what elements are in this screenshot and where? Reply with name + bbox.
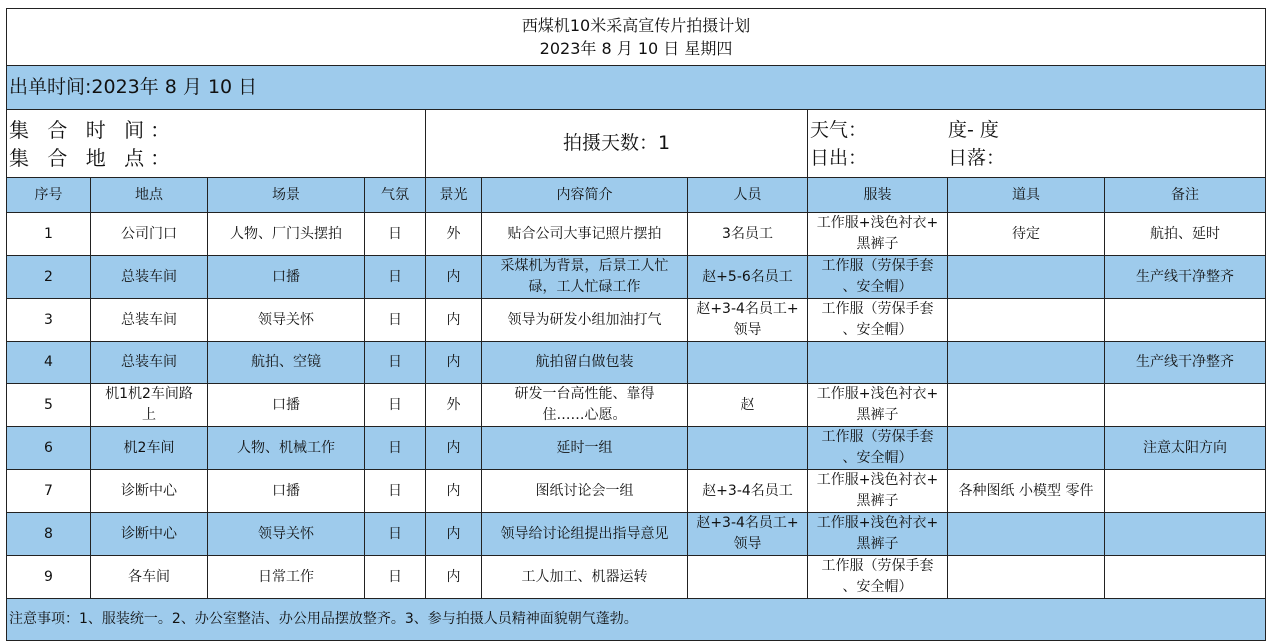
col-props-header: 道具 xyxy=(948,178,1105,213)
col-light-cell: 内 xyxy=(426,556,482,599)
plan-date: 2023年 8 月 10 日 星期四 xyxy=(539,39,733,58)
col-notes-cell xyxy=(1105,470,1266,513)
col-content-cell xyxy=(482,256,688,299)
col-scene-cell: 口播 xyxy=(208,256,365,299)
col-light-cell: 内 xyxy=(426,256,482,299)
col-costume-cell xyxy=(808,384,948,427)
col-props-cell xyxy=(948,384,1105,427)
col-place-cell xyxy=(91,342,208,384)
col-scene-header: 场景 xyxy=(208,178,365,213)
cell-line: 、安全帽） xyxy=(842,322,913,338)
col-props-cell xyxy=(948,342,1105,384)
cell-line: 住……心愿。 xyxy=(542,407,627,423)
notes-footer: 注意事项：1、服装统一。2、办公室整洁、办公用品摆放整齐。3、参与拍摄人员精神面貌朝气蓬勃。 xyxy=(7,599,1266,641)
col-mood-cell: 日 xyxy=(365,342,426,384)
col-content-cell xyxy=(482,556,688,599)
cell-line: 赵+3-4名员工+ xyxy=(696,515,799,531)
col-place-cell xyxy=(91,427,208,470)
col-costume-cell xyxy=(808,342,948,384)
col-place-cell xyxy=(91,256,208,299)
col-mood-header: 气氛 xyxy=(365,178,426,213)
cell-line: 赵+3-4名员工 xyxy=(702,482,793,499)
assembly-cell xyxy=(7,110,426,178)
col-no-cell: 8 xyxy=(7,513,91,556)
col-props-cell xyxy=(948,256,1105,299)
col-scene-cell: 口播 xyxy=(208,384,365,427)
col-staff-header: 人员 xyxy=(688,178,808,213)
cell-line: 工作服（劳保手套 xyxy=(821,258,934,274)
col-content-cell xyxy=(482,384,688,427)
col-scene-cell: 领导关怀 xyxy=(208,299,365,342)
col-notes-cell xyxy=(1105,299,1266,342)
cell-line: 诊断中心 xyxy=(121,482,177,499)
cell-line: 机1机2车间路 xyxy=(105,386,193,402)
col-notes-cell: 生产线干净整齐 xyxy=(1105,342,1266,384)
col-mood-cell: 日 xyxy=(365,299,426,342)
col-no-cell: 1 xyxy=(7,213,91,256)
col-notes-cell xyxy=(1105,556,1266,599)
cell-line: 、安全帽） xyxy=(842,450,913,466)
col-content-cell xyxy=(482,427,688,470)
cell-line: 延时一组 xyxy=(556,439,613,456)
assembly-time-label: 集 合 时 间： xyxy=(9,117,177,142)
col-costume-cell xyxy=(808,427,948,470)
col-content-cell xyxy=(482,342,688,384)
cell-line: 诊断中心 xyxy=(121,525,177,542)
cell-line: 赵+3-4名员工+ xyxy=(696,301,799,317)
col-light-cell: 内 xyxy=(426,427,482,470)
cell-line: 黑裤子 xyxy=(856,407,899,423)
col-mood-cell: 日 xyxy=(365,470,426,513)
cell-line: 总装车间 xyxy=(121,354,177,370)
cell-line: 工作服+浅色衬衣+ xyxy=(816,472,939,488)
cell-line: 航拍留白做包装 xyxy=(535,354,634,370)
col-place-cell xyxy=(91,299,208,342)
col-notes-cell xyxy=(1105,513,1266,556)
cell-line: 碌，工人忙碌工作 xyxy=(528,279,641,295)
col-notes-cell: 注意太阳方向 xyxy=(1105,427,1266,470)
col-place-header: 地点 xyxy=(91,178,208,213)
col-no-cell: 4 xyxy=(7,342,91,384)
col-no-cell: 5 xyxy=(7,384,91,427)
table-row xyxy=(7,299,1266,342)
plan-title: 西煤机10米采高宣传片拍摄计划 xyxy=(521,16,751,35)
column-header-row xyxy=(7,178,1266,213)
col-costume-cell xyxy=(808,470,948,513)
cell-line: 图纸讨论会一组 xyxy=(535,482,634,499)
col-costume-cell xyxy=(808,299,948,342)
col-content-cell xyxy=(482,513,688,556)
col-props-cell: 待定 xyxy=(948,213,1105,256)
cell-line: 机2车间 xyxy=(123,439,175,456)
col-staff-cell xyxy=(688,513,808,556)
col-props-cell xyxy=(948,299,1105,342)
col-costume-cell xyxy=(808,513,948,556)
cell-line: 各车间 xyxy=(128,568,170,585)
cell-line: 领导为研发小组加油打气 xyxy=(507,311,662,328)
col-staff-cell xyxy=(688,342,808,384)
col-notes-header: 备注 xyxy=(1105,178,1266,213)
table-row xyxy=(7,513,1266,556)
cell-line: 工人加工、机器运转 xyxy=(521,568,648,585)
schedule-sheet xyxy=(6,8,1265,641)
col-staff-cell xyxy=(688,384,808,427)
col-staff-cell xyxy=(688,256,808,299)
col-light-cell: 外 xyxy=(426,384,482,427)
col-content-header: 内容简介 xyxy=(482,178,688,213)
col-staff-cell xyxy=(688,299,808,342)
cell-line: 、安全帽） xyxy=(842,279,913,295)
cell-line: 总装车间 xyxy=(121,268,177,285)
col-notes-cell xyxy=(1105,384,1266,427)
cell-line: 黑裤子 xyxy=(856,536,899,552)
col-light-cell: 内 xyxy=(426,470,482,513)
assembly-place-label: 集 合 地 点： xyxy=(9,145,177,170)
col-place-cell xyxy=(91,470,208,513)
col-costume-cell xyxy=(808,256,948,299)
col-light-header: 景光 xyxy=(426,178,482,213)
col-scene-cell: 航拍、空镜 xyxy=(208,342,365,384)
temperature-label: 度- 度 xyxy=(948,118,999,141)
col-staff-cell xyxy=(688,556,808,599)
cell-line: 赵+5-6名员工 xyxy=(702,268,793,285)
table-row xyxy=(7,384,1266,427)
cell-line: 采煤机为背景，后景工人忙 xyxy=(500,258,669,274)
col-no-cell: 7 xyxy=(7,470,91,513)
col-props-cell xyxy=(948,556,1105,599)
col-no-cell: 3 xyxy=(7,299,91,342)
weather-cell xyxy=(808,110,1266,178)
col-place-cell xyxy=(91,556,208,599)
col-scene-cell: 人物、机械工作 xyxy=(208,427,365,470)
cell-line: 研发一台高性能、靠得 xyxy=(514,386,655,402)
col-mood-cell: 日 xyxy=(365,427,426,470)
col-notes-cell: 航拍、延时 xyxy=(1105,213,1266,256)
col-scene-cell: 日常工作 xyxy=(208,556,365,599)
cell-line: 领导 xyxy=(733,322,762,338)
col-props-cell xyxy=(948,427,1105,470)
cell-line: 工作服（劳保手套 xyxy=(821,429,934,445)
table-row xyxy=(7,342,1266,384)
table-row xyxy=(7,556,1266,599)
col-staff-cell xyxy=(688,470,808,513)
col-mood-cell: 日 xyxy=(365,256,426,299)
cell-line: 总装车间 xyxy=(121,311,177,328)
col-place-cell xyxy=(91,384,208,427)
shoot-days: 拍摄天数：1 xyxy=(426,110,808,178)
col-content-cell xyxy=(482,299,688,342)
col-no-cell: 2 xyxy=(7,256,91,299)
col-props-cell xyxy=(948,513,1105,556)
col-no-cell: 6 xyxy=(7,427,91,470)
col-staff-cell xyxy=(688,427,808,470)
col-scene-cell: 口播 xyxy=(208,470,365,513)
sunrise-label: 日出： xyxy=(810,146,868,169)
cell-line: 上 xyxy=(142,407,156,423)
order-time: 出单时间:2023年 8 月 10 日 xyxy=(7,66,1266,110)
col-content-cell xyxy=(482,470,688,513)
col-costume-header: 服装 xyxy=(808,178,948,213)
col-mood-cell: 日 xyxy=(365,556,426,599)
col-mood-cell: 日 xyxy=(365,513,426,556)
col-notes-cell: 生产线干净整齐 xyxy=(1105,256,1266,299)
cell-line: 领导给讨论组提出指导意见 xyxy=(500,525,669,542)
col-light-cell: 内 xyxy=(426,342,482,384)
cell-line: 赵 xyxy=(740,396,755,413)
cell-line: 工作服（劳保手套 xyxy=(821,558,934,574)
table-row xyxy=(7,256,1266,299)
cell-line: 工作服（劳保手套 xyxy=(821,301,934,317)
cell-line: 黑裤子 xyxy=(856,236,899,252)
cell-line: 工作服+浅色衬衣+ xyxy=(816,515,939,531)
cell-line: 工作服+浅色衬衣+ xyxy=(816,215,939,231)
cell-line: 3名员工 xyxy=(722,225,773,242)
col-costume-cell xyxy=(808,556,948,599)
col-scene-cell: 领导关怀 xyxy=(208,513,365,556)
cell-line: 黑裤子 xyxy=(856,493,899,509)
col-scene-cell: 人物、厂门头摆拍 xyxy=(208,213,365,256)
weather-label: 天气： xyxy=(810,118,868,141)
col-no-header: 序号 xyxy=(7,178,91,213)
col-no-cell: 9 xyxy=(7,556,91,599)
col-light-cell: 内 xyxy=(426,299,482,342)
col-mood-cell: 日 xyxy=(365,213,426,256)
cell-line: 、安全帽） xyxy=(842,579,913,595)
col-content-cell xyxy=(482,213,688,256)
shoot-plan-table xyxy=(6,8,1266,641)
table-row xyxy=(7,470,1266,513)
col-staff-cell xyxy=(688,213,808,256)
col-place-cell xyxy=(91,513,208,556)
sunset-label: 日落： xyxy=(948,146,1006,169)
cell-line: 工作服+浅色衬衣+ xyxy=(816,386,939,402)
col-light-cell: 外 xyxy=(426,213,482,256)
table-row xyxy=(7,213,1266,256)
cell-line: 公司门口 xyxy=(121,225,177,242)
col-props-cell: 各种图纸 小模型 零件 xyxy=(948,470,1105,513)
col-light-cell: 内 xyxy=(426,513,482,556)
plan-title-cell xyxy=(7,9,1266,66)
col-mood-cell: 日 xyxy=(365,384,426,427)
table-row xyxy=(7,427,1266,470)
cell-line: 贴合公司大事记照片摆拍 xyxy=(507,225,662,242)
col-costume-cell xyxy=(808,213,948,256)
cell-line: 领导 xyxy=(733,536,762,552)
col-place-cell xyxy=(91,213,208,256)
